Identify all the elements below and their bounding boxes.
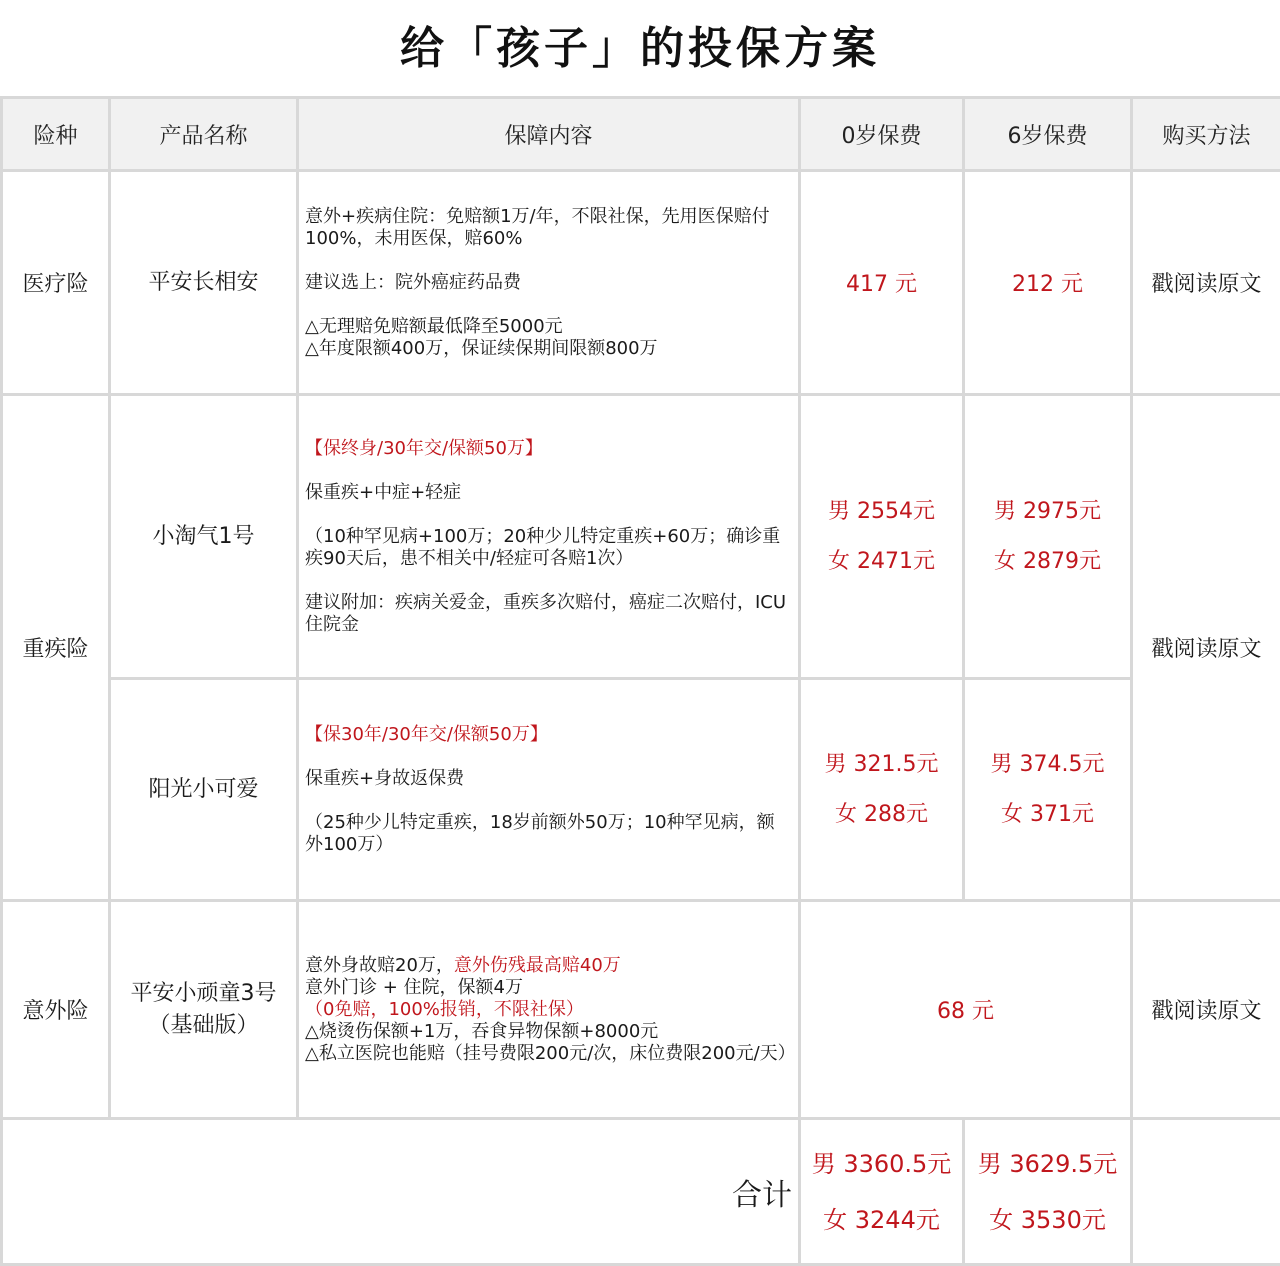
coverage-text: 意外身故赔20万，: [305, 954, 454, 976]
accident-price: 68 元: [800, 901, 1132, 1119]
total-label: 合计: [2, 1119, 800, 1265]
medical-coverage: [298, 171, 800, 395]
total-price-age0: [800, 1119, 964, 1265]
accident-buy-link[interactable]: 戳阅读原文: [1132, 901, 1280, 1119]
coverage-line: （10种罕见病+100万；20种少儿特定重疾+60万；确诊重疾90天后，患不相关中/轻症可各赔1次）: [305, 525, 781, 569]
table-row: [2, 171, 1280, 395]
medical-type: 医疗险: [2, 171, 110, 395]
coverage-line: 意外+疾病住院：免赔额1万/年，不限社保，先用医保赔付100%，未用医保，赔60%: [305, 205, 770, 249]
price-male: 男 3360.5元: [811, 1149, 952, 1178]
page-title: 给「孩子」的投保方案: [400, 23, 880, 74]
price-female: 女 371元: [1001, 801, 1094, 827]
price-male: 男 2975元: [994, 498, 1101, 524]
total-row: [2, 1119, 1280, 1265]
insurance-plan-table: [0, 96, 1280, 1266]
critical1-coverage: [298, 395, 800, 679]
table-header-row: [2, 98, 1280, 171]
critical2-price-age0: [800, 679, 964, 901]
coverage-line: 保重疾+中症+轻症: [305, 481, 462, 503]
product-note: （基础版）: [148, 1012, 259, 1038]
header-buy: 购买方法: [1132, 98, 1280, 171]
critical2-price-age6: [964, 679, 1132, 901]
medical-buy-link[interactable]: 戳阅读原文: [1132, 171, 1280, 395]
coverage-line: 建议附加：疾病关爱金，重疾多次赔付，癌症二次赔付，ICU住院金: [305, 591, 787, 635]
price-male: 男 374.5元: [990, 751, 1105, 777]
price-male: 男 2554元: [828, 498, 935, 524]
header-product: 产品名称: [110, 98, 298, 171]
coverage-highlight: （0免赔，100%报销，不限社保）: [305, 998, 584, 1020]
critical-type: 重疾险: [2, 395, 110, 901]
coverage-line: 保重疾+身故返保费: [305, 767, 465, 789]
price-female: 女 3530元: [989, 1205, 1106, 1234]
price-female: 女 2879元: [994, 548, 1101, 574]
critical2-coverage: [298, 679, 800, 901]
critical-buy-link[interactable]: 戳阅读原文: [1132, 395, 1280, 901]
price-female: 女 3244元: [823, 1205, 940, 1234]
price-male: 男 3629.5元: [977, 1149, 1118, 1178]
header-coverage: 保障内容: [298, 98, 800, 171]
critical1-product: 小淘气1号: [110, 395, 298, 679]
accident-coverage: [298, 901, 800, 1119]
coverage-line: 建议选上：院外癌症药品费: [305, 271, 521, 293]
coverage-line: （25种少儿特定重疾，18岁前额外50万；10种罕见病，额外100万）: [305, 811, 775, 855]
total-price-age6: [964, 1119, 1132, 1265]
price-female: 女 2471元: [828, 548, 935, 574]
coverage-highlight: 【保30年/30年交/保额50万】: [305, 723, 548, 745]
medical-product: 平安长相安: [110, 171, 298, 395]
price-male: 男 321.5元: [824, 751, 939, 777]
product-name: 平安小顽童3号: [130, 980, 277, 1006]
medical-price-age6: 212 元: [964, 171, 1132, 395]
total-empty-cell: [1132, 1119, 1280, 1265]
critical1-price-age0: [800, 395, 964, 679]
medical-price-age0: 417 元: [800, 171, 964, 395]
coverage-line: △私立医院也能赔（挂号费限200元/次，床位费限200元/天）: [305, 1042, 796, 1064]
header-price-age6: 6岁保费: [964, 98, 1132, 171]
accident-product: [110, 901, 298, 1119]
coverage-line: [305, 955, 792, 977]
critical2-product: 阳光小可爱: [110, 679, 298, 901]
table-row: [2, 679, 1280, 901]
table-row: [2, 901, 1280, 1119]
header-type: 险种: [2, 98, 110, 171]
critical1-price-age6: [964, 395, 1132, 679]
header-price-age0: 0岁保费: [800, 98, 964, 171]
price-female: 女 288元: [835, 801, 928, 827]
coverage-line: △无理赔免赔额最低降至5000元: [305, 315, 563, 337]
accident-type: 意外险: [2, 901, 110, 1119]
table-row: [2, 395, 1280, 679]
coverage-line: 意外门诊 + 住院，保额4万: [305, 976, 523, 998]
coverage-highlight: 【保终身/30年交/保额50万】: [305, 437, 543, 459]
coverage-highlight: 意外伤残最高赔40万: [453, 954, 621, 976]
coverage-line: △烧烫伤保额+1万，吞食异物保额+8000元: [305, 1020, 659, 1042]
coverage-line: △年度限额400万，保证续保期间限额800万: [305, 337, 658, 359]
